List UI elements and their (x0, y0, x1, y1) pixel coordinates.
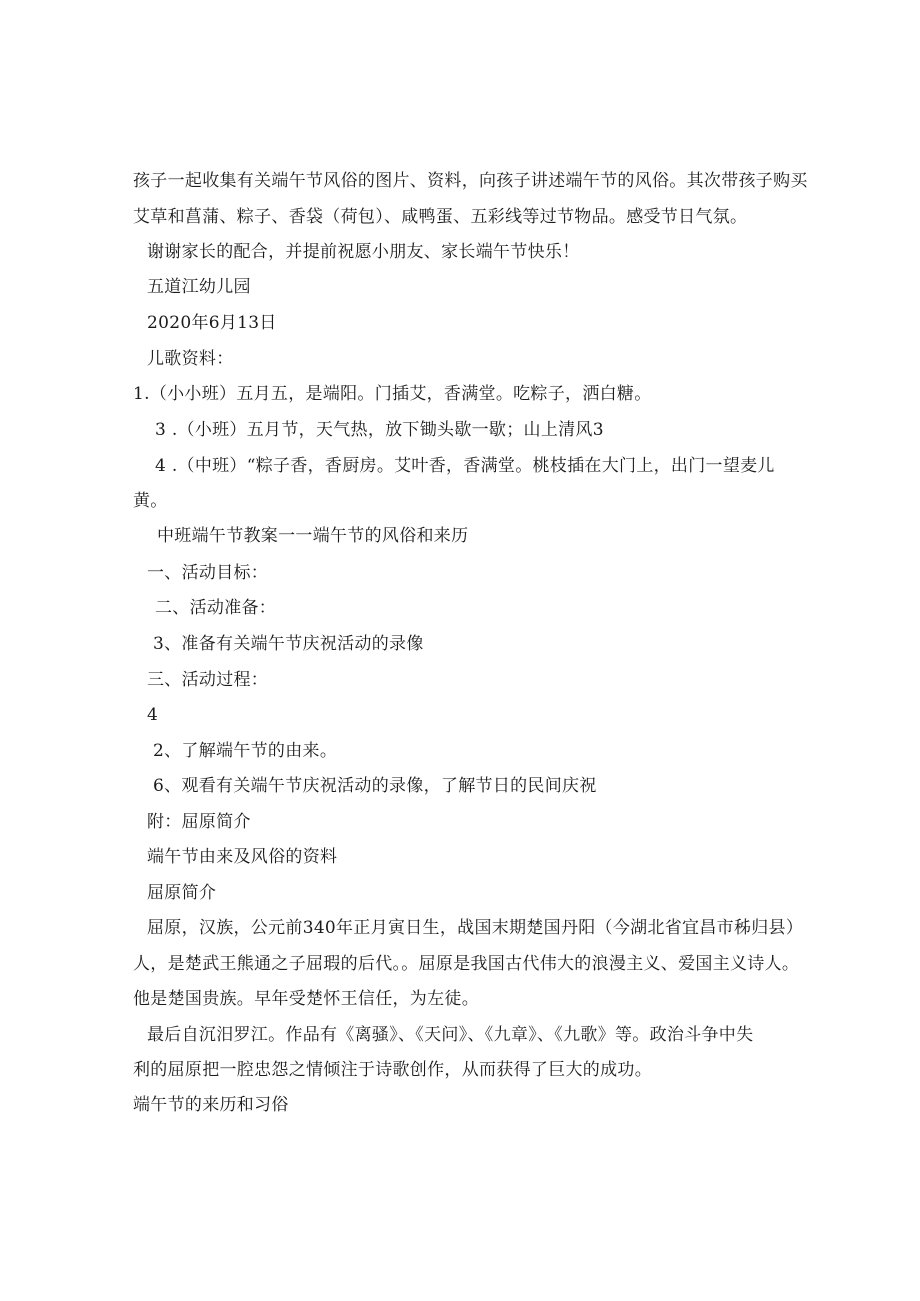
section-heading: 端午节由来及风俗的资料 (147, 847, 338, 867)
section-heading: 附：屈原简介 (147, 812, 251, 832)
paragraph-line: 艾草和菖蒲、粽子、香袋（荷包）、咸鸭蛋、五彩线等过节物品。感受节日气氛。 (133, 207, 748, 227)
list-item: 1.（小小班）五月五，是端阳。门插艾，香满堂。吃粽子，洒白糖。 (133, 384, 652, 404)
list-item: 4 .（中班）“粽子香，香厨房。艾叶香，香满堂。桃枝插在大门上，出门一望麦儿 (155, 456, 775, 476)
signature-kindergarten: 五道江幼儿园 (147, 277, 251, 297)
list-item: 3 .（小班）五月节，天气热，放下锄头歇一歇；山上清风3 (155, 420, 604, 440)
list-item-continuation: 黄。 (133, 491, 168, 511)
paragraph-line: 谢谢家长的配合，并提前祝愿小朋友、家长端午节快乐！ (147, 242, 580, 262)
paragraph-line: 人，是楚武王熊通之子屈瑕的后代。。屈原是我国古代伟大的浪漫主义、爱国主义诗人。 (133, 954, 800, 974)
paragraph-line: 利的屈原把一腔忠怨之情倾注于诗歌创作，从而获得了巨大的成功。 (133, 1060, 652, 1080)
list-item: 4 (147, 705, 159, 725)
section-heading: 端午节的来历和习俗 (133, 1095, 289, 1115)
list-item: 3、准备有关端午节庆祝活动的录像 (153, 634, 424, 654)
paragraph-line: 屈原，汉族，公元前340年正月寅日生，战国末期楚国丹阳（今湖北省宜昌市秭归县） (147, 918, 804, 938)
section-heading: 屈原简介 (147, 883, 217, 903)
section-heading: 二、活动准备： (155, 598, 277, 618)
paragraph-line: 最后自沉汨罗江。作品有《离骚》、《天问》、《九章》、《九歌》等。政治斗争中失 (147, 1025, 754, 1045)
signature-date: 2020年6月13日 (147, 313, 277, 333)
list-item: 2、了解端午节的由来。 (153, 741, 338, 761)
section-title: 中班端午节教案一一端午节的风俗和来历 (157, 526, 469, 546)
list-item: 6、观看有关端午节庆祝活动的录像，了解节日的民间庆祝 (153, 776, 597, 796)
section-heading: 一、活动目标： (147, 563, 269, 583)
paragraph-line: 他是楚国贵族。早年受楚怀王信任，为左徒。 (133, 989, 479, 1009)
section-heading: 三、活动过程： (147, 670, 269, 690)
paragraph-line: 孩子一起收集有关端午节风俗的图片、资料，向孩子讲述端午节的风俗。其次带孩子购买 (133, 171, 808, 191)
section-heading: 儿歌资料： (147, 349, 234, 369)
